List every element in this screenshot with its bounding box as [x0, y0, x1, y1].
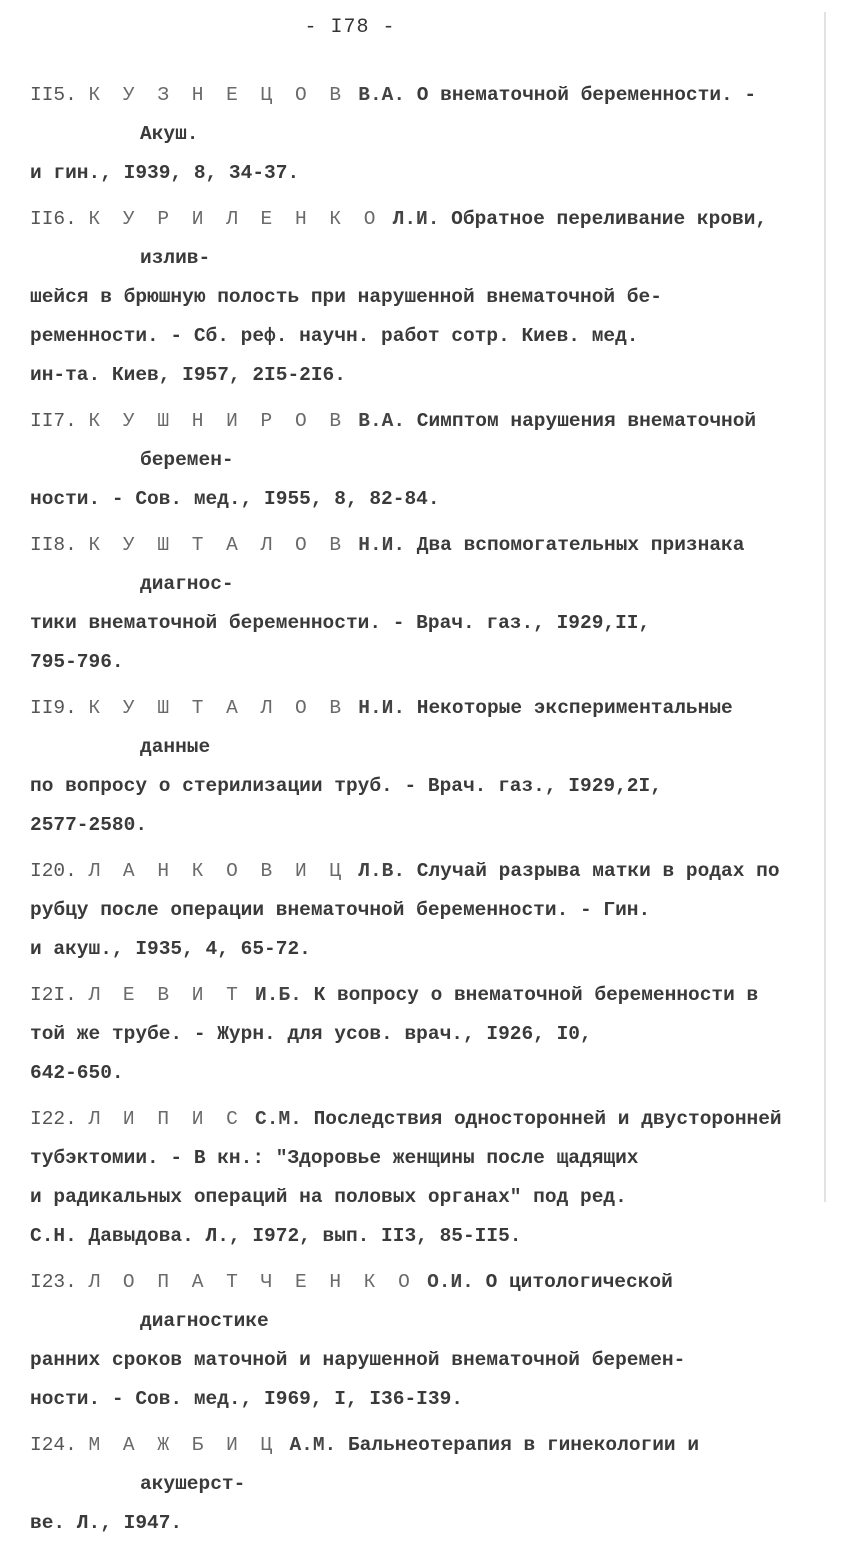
- entry-text-line: шейся в брюшную полость при нарушенной внематочной бе-: [30, 286, 662, 308]
- bibliography-entry-117: [30, 402, 810, 519]
- entry-author: К У Ш Т А Л О В: [88, 534, 347, 556]
- bibliography-entry-122: [30, 1100, 810, 1256]
- entry-text-line: по вопросу о стерилизации труб. - Врач. газ., I929,2I,: [30, 775, 662, 797]
- entry-author: К У Ш Н И Р О В: [88, 410, 347, 432]
- bibliography-entry-120: [30, 852, 810, 969]
- entry-text-line: и акуш., I935, 4, 65-72.: [30, 938, 311, 960]
- entry-initials: Л.В.: [358, 860, 406, 882]
- entry-text-line: ве. Л., I947.: [30, 1512, 183, 1534]
- entry-text-line: и радикальных операций на половых органах" под ред.: [30, 1186, 627, 1208]
- entry-number: II7.: [30, 410, 77, 432]
- entry-number: II9.: [30, 697, 77, 719]
- entry-author: Л Е В И Т: [88, 984, 244, 1006]
- entry-text-line: ранних сроков маточной и нарушенной внематочной беремен-: [30, 1349, 686, 1371]
- entry-author: Л О П А Т Ч Е Н К О: [88, 1271, 416, 1293]
- entry-initials: О.И.: [427, 1271, 474, 1293]
- entry-author: Л А Н К О В И Ц: [88, 860, 347, 882]
- entry-number: II8.: [30, 534, 77, 556]
- bibliography-entry-118: [30, 526, 810, 682]
- entry-text-line: тубэктомии. - В кн.: "Здоровье женщины после щадящих: [30, 1147, 639, 1169]
- bibliography-entry-123: [30, 1263, 810, 1419]
- bibliography-entry-121: [30, 976, 810, 1093]
- entry-text-line: О цитологической диагностике: [140, 1271, 673, 1332]
- entry-initials: В.А.: [358, 410, 406, 432]
- margin-rule: [824, 12, 826, 1202]
- entry-text-line: Некоторые экспериментальные данные: [140, 697, 733, 758]
- entry-text-line: тики внематочной беременности. - Врач. газ., I929,II,: [30, 612, 651, 634]
- entry-initials: И.Б.: [255, 984, 302, 1006]
- bibliography-list: [30, 76, 810, 1550]
- entry-number: I22.: [30, 1108, 77, 1130]
- entry-text-line: ности. - Сов. мед., I969, I, I36-I39.: [30, 1388, 463, 1410]
- entry-text-line: К вопросу о внематочной беременности в: [313, 984, 759, 1006]
- entry-number: I20.: [30, 860, 77, 882]
- entry-text-line: ременности. - Сб. реф. научн. работ сотр. Киев. мед.: [30, 325, 639, 347]
- entry-text-line: 2577-2580.: [30, 814, 148, 836]
- page-number: - I78 -: [304, 16, 396, 39]
- entry-author: К У Ш Т А Л О В: [88, 697, 347, 719]
- entry-text-line: 642-650.: [30, 1062, 124, 1084]
- bibliography-entry-124: [30, 1426, 810, 1543]
- entry-number: II6.: [30, 208, 77, 230]
- entry-text-line: С.Н. Давыдова. Л., I972, вып. II3, 85-II5.: [30, 1225, 522, 1247]
- entry-text-line: ности. - Сов. мед., I955, 8, 82-84.: [30, 488, 440, 510]
- entry-text-line: Последствия односторонней и двусторонней: [313, 1108, 782, 1130]
- entry-author: М А Ж Б И Ц: [88, 1434, 278, 1456]
- entry-number: I23.: [30, 1271, 77, 1293]
- entry-text-line: Обратное переливание крови, излив-: [140, 208, 768, 269]
- entry-initials: В.А.: [358, 84, 406, 106]
- entry-author: Л И П И С: [88, 1108, 244, 1130]
- entry-initials: Н.И.: [358, 534, 406, 556]
- entry-initials: А.М.: [289, 1434, 337, 1456]
- entry-initials: С.М.: [255, 1108, 302, 1130]
- entry-number: I2I.: [30, 984, 77, 1006]
- entry-author: К У Р И Л Е Н К О: [88, 208, 381, 230]
- entry-text-line: 795-796.: [30, 651, 124, 673]
- entry-text-line: и гин., I939, 8, 34-37.: [30, 162, 300, 184]
- bibliography-entry-116: [30, 200, 810, 395]
- entry-text-line: ин-та. Киев, I957, 2I5-2I6.: [30, 364, 346, 386]
- entry-text-line: Два вспомогательных признака диагнос-: [140, 534, 745, 595]
- bibliography-entry-119: [30, 689, 810, 845]
- entry-text-line: Симптом нарушения внематочной беремен-: [140, 410, 757, 471]
- entry-text-line: Случай разрыва матки в родах по: [416, 860, 780, 882]
- entry-text-line: О внематочной беременности. - Акуш.: [140, 84, 757, 145]
- entry-initials: Л.И.: [392, 208, 440, 230]
- entry-author: К У З Н Е Ц О В: [88, 84, 347, 106]
- entry-initials: Н.И.: [358, 697, 406, 719]
- entry-text-line: рубцу после операции внематочной беременности. - Гин.: [30, 899, 651, 921]
- entry-text-line: той же трубе. - Журн. для усов. врач., I926, I0,: [30, 1023, 592, 1045]
- entry-number: II5.: [30, 84, 77, 106]
- entry-number: I24.: [30, 1434, 77, 1456]
- bibliography-entry-115: [30, 76, 810, 193]
- entry-text-line: Бальнеотерапия в гинекологии и акушерст-: [140, 1434, 700, 1495]
